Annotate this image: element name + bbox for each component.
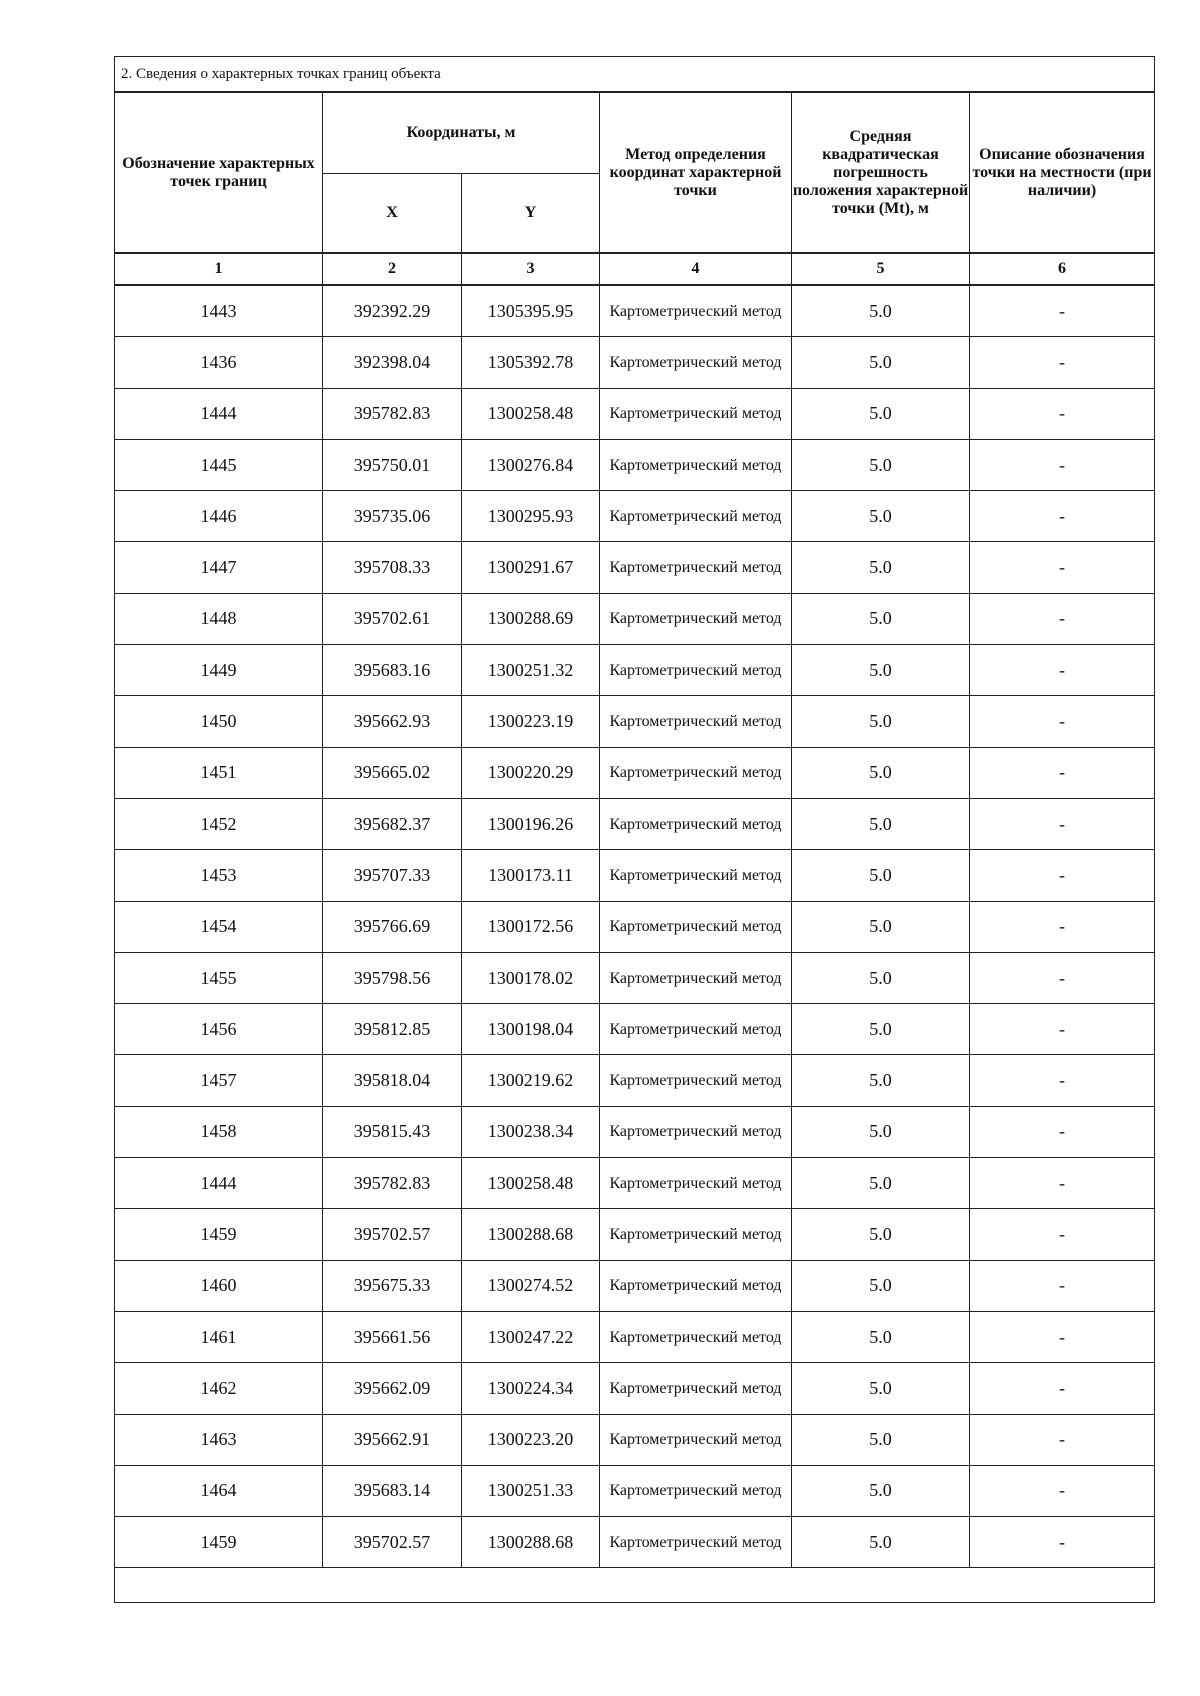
y-coordinate-cell: 1305392.78 — [462, 337, 600, 388]
x-coordinate-cell: 395782.83 — [323, 388, 462, 439]
error-cell: 5.0 — [792, 850, 970, 901]
method-cell: Картометрический метод — [600, 901, 792, 952]
x-coordinate-cell: 395750.01 — [323, 439, 462, 490]
method-cell: Картометрический метод — [600, 1311, 792, 1362]
y-coordinate-cell: 1300288.68 — [462, 1517, 600, 1568]
description-cell: - — [970, 1158, 1155, 1209]
x-coordinate-cell: 395702.61 — [323, 593, 462, 644]
description-cell: - — [970, 1106, 1155, 1157]
table-row — [115, 285, 1155, 337]
description-cell: - — [970, 1260, 1155, 1311]
table-row — [115, 593, 1155, 644]
error-cell: 5.0 — [792, 337, 970, 388]
table-row — [115, 1209, 1155, 1260]
y-coordinate-cell: 1300173.11 — [462, 850, 600, 901]
point-designation-cell: 1456 — [115, 1004, 323, 1055]
description-cell: - — [970, 696, 1155, 747]
y-coordinate-cell: 1300223.19 — [462, 696, 600, 747]
x-coordinate-cell: 395702.57 — [323, 1209, 462, 1260]
description-cell: - — [970, 593, 1155, 644]
point-designation-cell: 1462 — [115, 1363, 323, 1414]
point-designation-cell: 1445 — [115, 439, 323, 490]
error-cell: 5.0 — [792, 439, 970, 490]
table-row — [115, 491, 1155, 542]
error-cell: 5.0 — [792, 747, 970, 798]
y-coordinate-cell: 1300251.32 — [462, 645, 600, 696]
header-method: Метод определения координат характерной точки — [600, 92, 792, 253]
description-cell: - — [970, 388, 1155, 439]
y-coordinate-cell: 1300288.68 — [462, 1209, 600, 1260]
description-cell: - — [970, 1055, 1155, 1106]
description-cell: - — [970, 901, 1155, 952]
point-designation-cell: 1453 — [115, 850, 323, 901]
header-description: Описание обозначения точки на местности (при наличии) — [970, 92, 1155, 253]
y-coordinate-cell: 1300251.33 — [462, 1465, 600, 1516]
column-number: 1 — [115, 253, 323, 285]
table-row — [115, 1260, 1155, 1311]
x-coordinate-cell: 395766.69 — [323, 901, 462, 952]
error-cell: 5.0 — [792, 1055, 970, 1106]
table-row — [115, 1414, 1155, 1465]
y-coordinate-cell: 1300223.20 — [462, 1414, 600, 1465]
header-coordinates: Координаты, м — [323, 92, 600, 174]
point-designation-cell: 1464 — [115, 1465, 323, 1516]
description-cell: - — [970, 337, 1155, 388]
y-coordinate-cell: 1300247.22 — [462, 1311, 600, 1362]
point-designation-cell: 1444 — [115, 1158, 323, 1209]
point-designation-cell: 1450 — [115, 696, 323, 747]
description-cell: - — [970, 798, 1155, 849]
y-coordinate-cell: 1300238.34 — [462, 1106, 600, 1157]
y-coordinate-cell: 1300219.62 — [462, 1055, 600, 1106]
error-cell: 5.0 — [792, 491, 970, 542]
table-row — [115, 1517, 1155, 1568]
table-row — [115, 645, 1155, 696]
table-row — [115, 1363, 1155, 1414]
method-cell: Картометрический метод — [600, 1517, 792, 1568]
table-row — [115, 1465, 1155, 1516]
x-coordinate-cell: 395675.33 — [323, 1260, 462, 1311]
x-coordinate-cell: 395662.09 — [323, 1363, 462, 1414]
error-cell: 5.0 — [792, 285, 970, 337]
column-number: 6 — [970, 253, 1155, 285]
header-y: Y — [462, 174, 600, 254]
y-coordinate-cell: 1300258.48 — [462, 1158, 600, 1209]
table-row — [115, 439, 1155, 490]
error-cell: 5.0 — [792, 1260, 970, 1311]
description-cell: - — [970, 1517, 1155, 1568]
x-coordinate-cell: 395665.02 — [323, 747, 462, 798]
y-coordinate-cell: 1300196.26 — [462, 798, 600, 849]
method-cell: Картометрический метод — [600, 798, 792, 849]
empty-cell — [115, 1568, 1155, 1603]
method-cell: Картометрический метод — [600, 439, 792, 490]
x-coordinate-cell: 395662.93 — [323, 696, 462, 747]
column-number: 3 — [462, 253, 600, 285]
column-number: 5 — [792, 253, 970, 285]
x-coordinate-cell: 395707.33 — [323, 850, 462, 901]
y-coordinate-cell: 1300224.34 — [462, 1363, 600, 1414]
table-row — [115, 798, 1155, 849]
x-coordinate-cell: 392392.29 — [323, 285, 462, 337]
method-cell: Картометрический метод — [600, 1209, 792, 1260]
y-coordinate-cell: 1300178.02 — [462, 952, 600, 1003]
x-coordinate-cell: 395683.16 — [323, 645, 462, 696]
point-designation-cell: 1461 — [115, 1311, 323, 1362]
y-coordinate-cell: 1300274.52 — [462, 1260, 600, 1311]
method-cell: Картометрический метод — [600, 542, 792, 593]
table-row — [115, 337, 1155, 388]
x-coordinate-cell: 395708.33 — [323, 542, 462, 593]
column-numbers-row — [115, 253, 1155, 285]
method-cell: Картометрический метод — [600, 337, 792, 388]
error-cell: 5.0 — [792, 1311, 970, 1362]
table-body — [115, 285, 1155, 1568]
point-designation-cell: 1448 — [115, 593, 323, 644]
description-cell: - — [970, 1004, 1155, 1055]
point-designation-cell: 1452 — [115, 798, 323, 849]
description-cell: - — [970, 850, 1155, 901]
y-coordinate-cell: 1300220.29 — [462, 747, 600, 798]
y-coordinate-cell: 1300198.04 — [462, 1004, 600, 1055]
error-cell: 5.0 — [792, 1363, 970, 1414]
x-coordinate-cell: 395662.91 — [323, 1414, 462, 1465]
error-cell: 5.0 — [792, 1414, 970, 1465]
description-cell: - — [970, 285, 1155, 337]
method-cell: Картометрический метод — [600, 491, 792, 542]
point-designation-cell: 1447 — [115, 542, 323, 593]
y-coordinate-cell: 1305395.95 — [462, 285, 600, 337]
point-designation-cell: 1459 — [115, 1209, 323, 1260]
table-footer-row — [115, 1568, 1155, 1603]
point-designation-cell: 1455 — [115, 952, 323, 1003]
table-row — [115, 1004, 1155, 1055]
method-cell: Картометрический метод — [600, 593, 792, 644]
method-cell: Картометрический метод — [600, 645, 792, 696]
method-cell: Картометрический метод — [600, 1158, 792, 1209]
description-cell: - — [970, 1209, 1155, 1260]
description-cell: - — [970, 491, 1155, 542]
method-cell: Картометрический метод — [600, 696, 792, 747]
error-cell: 5.0 — [792, 1106, 970, 1157]
column-number: 4 — [600, 253, 792, 285]
point-designation-cell: 1436 — [115, 337, 323, 388]
header-x: X — [323, 174, 462, 254]
x-coordinate-cell: 395682.37 — [323, 798, 462, 849]
table-row — [115, 1055, 1155, 1106]
point-designation-cell: 1457 — [115, 1055, 323, 1106]
x-coordinate-cell: 395735.06 — [323, 491, 462, 542]
y-coordinate-cell: 1300291.67 — [462, 542, 600, 593]
error-cell: 5.0 — [792, 798, 970, 849]
method-cell: Картометрический метод — [600, 952, 792, 1003]
error-cell: 5.0 — [792, 593, 970, 644]
y-coordinate-cell: 1300276.84 — [462, 439, 600, 490]
point-designation-cell: 1458 — [115, 1106, 323, 1157]
x-coordinate-cell: 395798.56 — [323, 952, 462, 1003]
table-row — [115, 747, 1155, 798]
description-cell: - — [970, 645, 1155, 696]
boundary-points-table — [114, 56, 1155, 1603]
y-coordinate-cell: 1300258.48 — [462, 388, 600, 439]
table-row — [115, 696, 1155, 747]
column-number: 2 — [323, 253, 462, 285]
method-cell: Картометрический метод — [600, 1260, 792, 1311]
point-designation-cell: 1443 — [115, 285, 323, 337]
description-cell: - — [970, 1311, 1155, 1362]
description-cell: - — [970, 439, 1155, 490]
method-cell: Картометрический метод — [600, 1055, 792, 1106]
method-cell: Картометрический метод — [600, 1106, 792, 1157]
error-cell: 5.0 — [792, 542, 970, 593]
method-cell: Картометрический метод — [600, 1414, 792, 1465]
description-cell: - — [970, 1363, 1155, 1414]
header-error: Средняя квадратическая погрешность положения характерной точки (Mt), м — [792, 92, 970, 253]
x-coordinate-cell: 395782.83 — [323, 1158, 462, 1209]
point-designation-cell: 1460 — [115, 1260, 323, 1311]
point-designation-cell: 1454 — [115, 901, 323, 952]
point-designation-cell: 1451 — [115, 747, 323, 798]
point-designation-cell: 1449 — [115, 645, 323, 696]
y-coordinate-cell: 1300288.69 — [462, 593, 600, 644]
error-cell: 5.0 — [792, 1158, 970, 1209]
table-row — [115, 542, 1155, 593]
method-cell: Картометрический метод — [600, 850, 792, 901]
table-row — [115, 952, 1155, 1003]
document-sheet — [114, 56, 1154, 1603]
point-designation-cell: 1444 — [115, 388, 323, 439]
table-row — [115, 388, 1155, 439]
method-cell: Картометрический метод — [600, 1004, 792, 1055]
x-coordinate-cell: 395812.85 — [323, 1004, 462, 1055]
y-coordinate-cell: 1300172.56 — [462, 901, 600, 952]
description-cell: - — [970, 747, 1155, 798]
point-designation-cell: 1446 — [115, 491, 323, 542]
table-row — [115, 850, 1155, 901]
table-row — [115, 901, 1155, 952]
x-coordinate-cell: 395818.04 — [323, 1055, 462, 1106]
x-coordinate-cell: 395815.43 — [323, 1106, 462, 1157]
error-cell: 5.0 — [792, 901, 970, 952]
point-designation-cell: 1459 — [115, 1517, 323, 1568]
x-coordinate-cell: 392398.04 — [323, 337, 462, 388]
method-cell: Картометрический метод — [600, 1363, 792, 1414]
method-cell: Картометрический метод — [600, 285, 792, 337]
method-cell: Картометрический метод — [600, 747, 792, 798]
x-coordinate-cell: 395683.14 — [323, 1465, 462, 1516]
error-cell: 5.0 — [792, 952, 970, 1003]
error-cell: 5.0 — [792, 1517, 970, 1568]
description-cell: - — [970, 1465, 1155, 1516]
description-cell: - — [970, 1414, 1155, 1465]
x-coordinate-cell: 395702.57 — [323, 1517, 462, 1568]
description-cell: - — [970, 542, 1155, 593]
error-cell: 5.0 — [792, 1209, 970, 1260]
error-cell: 5.0 — [792, 1465, 970, 1516]
table-row — [115, 1311, 1155, 1362]
header-point-designation: Обозначение характерных точек границ — [115, 92, 323, 253]
error-cell: 5.0 — [792, 645, 970, 696]
section-title: 2. Сведения о характерных точках границ объекта — [115, 57, 1155, 93]
error-cell: 5.0 — [792, 1004, 970, 1055]
y-coordinate-cell: 1300295.93 — [462, 491, 600, 542]
point-designation-cell: 1463 — [115, 1414, 323, 1465]
error-cell: 5.0 — [792, 696, 970, 747]
table-row — [115, 1106, 1155, 1157]
x-coordinate-cell: 395661.56 — [323, 1311, 462, 1362]
method-cell: Картометрический метод — [600, 1465, 792, 1516]
method-cell: Картометрический метод — [600, 388, 792, 439]
error-cell: 5.0 — [792, 388, 970, 439]
description-cell: - — [970, 952, 1155, 1003]
table-row — [115, 1158, 1155, 1209]
